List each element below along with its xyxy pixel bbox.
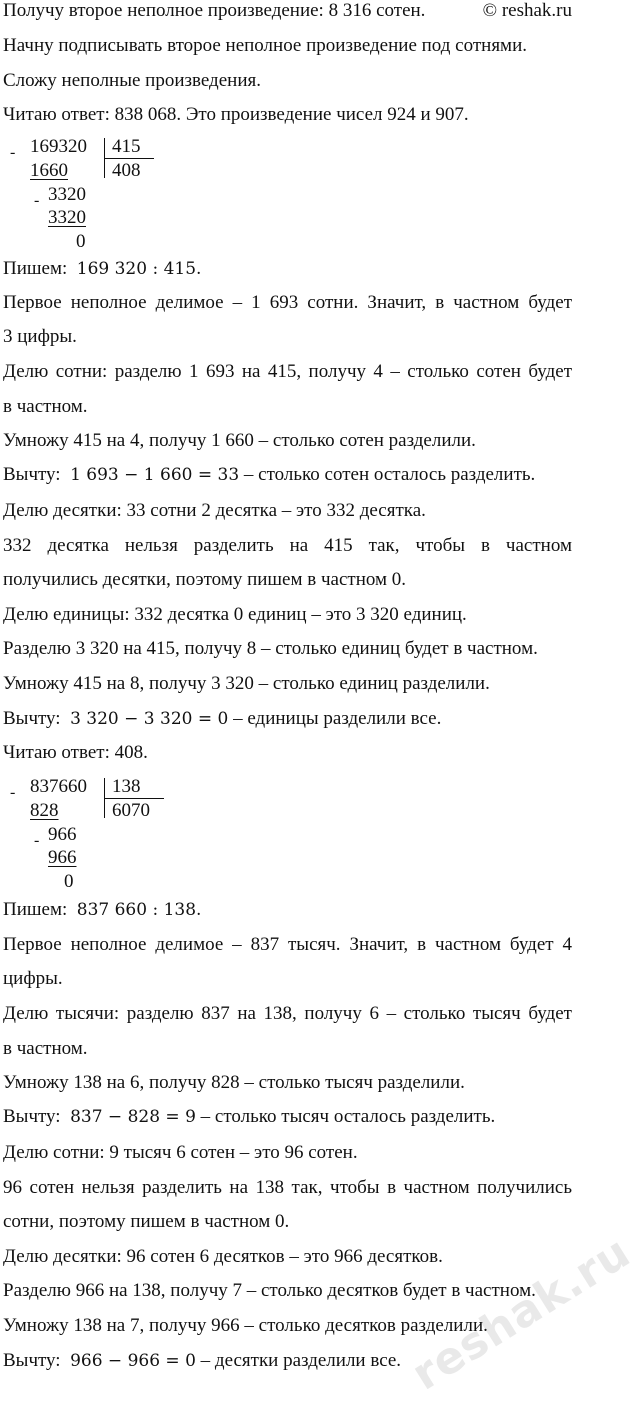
subtrahend: 828 (30, 800, 59, 821)
label: Вычту: (3, 464, 61, 485)
math-expression: 1 693 − 1 660 = 33 (70, 465, 240, 485)
minus-sign: - (34, 192, 40, 209)
label: Пишем: (3, 899, 68, 920)
math-expression: 837 660 : 138. (76, 900, 202, 920)
dividend: 837660 (30, 776, 87, 797)
quotient: 408 (112, 160, 141, 181)
text-line: Делю единицы: 332 десятка 0 единиц – это 3 320 единиц. (3, 604, 467, 625)
divisor: 415 (112, 136, 141, 157)
label: Вычту: (3, 708, 61, 729)
minus-sign: - (10, 784, 16, 801)
text-line: Первое неполное делимое – 1 693 сотни. Значит, в частном будет (3, 292, 572, 313)
label: Пишем: (3, 258, 68, 279)
long-division-1 (0, 136, 200, 256)
text-line: в частном. (3, 396, 88, 417)
tail-text: – единицы разделили все. (233, 708, 442, 729)
text-line: Делю сотни: разделю 1 693 на 415, получу 4 – столько сотен будет (3, 361, 572, 382)
text-line: Первое неполное делимое – 837 тысяч. Значит, в частном будет 4 (3, 934, 572, 955)
quotient-line (104, 798, 164, 799)
text-line: 3 цифры. (3, 326, 77, 347)
math-expression: 169 320 : 415. (76, 259, 202, 279)
text-line: 332 десятка нельзя разделить на 415 так, чтобы в частном (3, 535, 572, 556)
minus-sign: - (34, 832, 40, 849)
text-line: Разделю 966 на 138, получу 7 – столько десятков будет в частном. (3, 1280, 536, 1301)
label: Вычту: (3, 1350, 61, 1371)
partial-dividend: 3320 (48, 184, 86, 205)
copyright-label: © reshak.ru (482, 0, 572, 21)
text-line (3, 464, 572, 486)
text-line: сотни, поэтому пишем в частном 0. (3, 1211, 290, 1232)
quotient-line (104, 158, 154, 159)
text-line: Делю десятки: 33 сотни 2 десятка – это 332 десятка. (3, 500, 426, 521)
remainder: 0 (64, 871, 74, 892)
text-line: получились десятки, поэтому пишем в частном 0. (3, 569, 407, 590)
math-expression: 3 320 − 3 320 = 0 (70, 709, 229, 729)
text-line: Умножу 138 на 7, получу 966 – столько десятков разделили. (3, 1315, 488, 1336)
text-line: Сложу неполные произведения. (3, 70, 261, 91)
text-line: Читаю ответ: 408. (3, 742, 148, 763)
watermark: reshak.ru (403, 1226, 640, 1401)
text-line: Делю десятки: 96 сотен 6 десятков – это 966 десятков. (3, 1246, 443, 1267)
text-line (3, 1106, 572, 1128)
text-line (3, 258, 572, 280)
text-line (3, 708, 572, 730)
subtrahend: 1660 (30, 160, 68, 181)
tail-text: – столько тысяч осталось разделить. (200, 1106, 496, 1127)
text-line (3, 899, 572, 921)
text-line: Делю тысячи: разделю 837 на 138, получу 6 – столько тысяч будет (3, 1003, 572, 1024)
text-line: Читаю ответ: 838 068. Это произведение чисел 924 и 907. (3, 104, 469, 125)
minus-sign: - (10, 144, 16, 161)
header-text: Получу второе неполное произведение: 8 316 сотен. (3, 0, 426, 21)
quotient: 6070 (112, 800, 150, 821)
text-line: цифры. (3, 968, 63, 989)
partial-dividend: 966 (48, 824, 77, 845)
text-line: Делю сотни: 9 тысяч 6 сотен – это 96 сотен. (3, 1142, 358, 1163)
tail-text: – десятки разделили все. (200, 1350, 402, 1371)
text-line: Разделю 3 320 на 415, получу 8 – столько единиц будет в частном. (3, 638, 538, 659)
math-expression: 966 − 966 = 0 (70, 1351, 196, 1371)
divisor: 138 (112, 776, 141, 797)
text-line: Умножу 415 на 4, получу 1 660 – столько сотен разделили. (3, 430, 476, 451)
text-line: Умножу 415 на 8, получу 3 320 – столько единиц разделили. (3, 673, 490, 694)
remainder: 0 (76, 231, 86, 252)
long-division-2 (0, 776, 200, 896)
text-line: Начну подписывать второе неполное произведение под сотнями. (3, 35, 527, 56)
text-line: Умножу 138 на 6, получу 828 – столько тысяч разделили. (3, 1072, 465, 1093)
text-line: в частном. (3, 1038, 88, 1059)
subtrahend: 3320 (48, 207, 86, 228)
header-line (3, 0, 446, 22)
text-line: 96 сотен нельзя разделить на 138 так, чтобы в частном получились (3, 1177, 572, 1198)
tail-text: – столько сотен осталось разделить. (243, 464, 536, 485)
math-expression: 837 − 828 = 9 (70, 1107, 196, 1127)
subtrahend: 966 (48, 847, 77, 868)
label: Вычту: (3, 1106, 61, 1127)
dividend: 169320 (30, 136, 87, 157)
